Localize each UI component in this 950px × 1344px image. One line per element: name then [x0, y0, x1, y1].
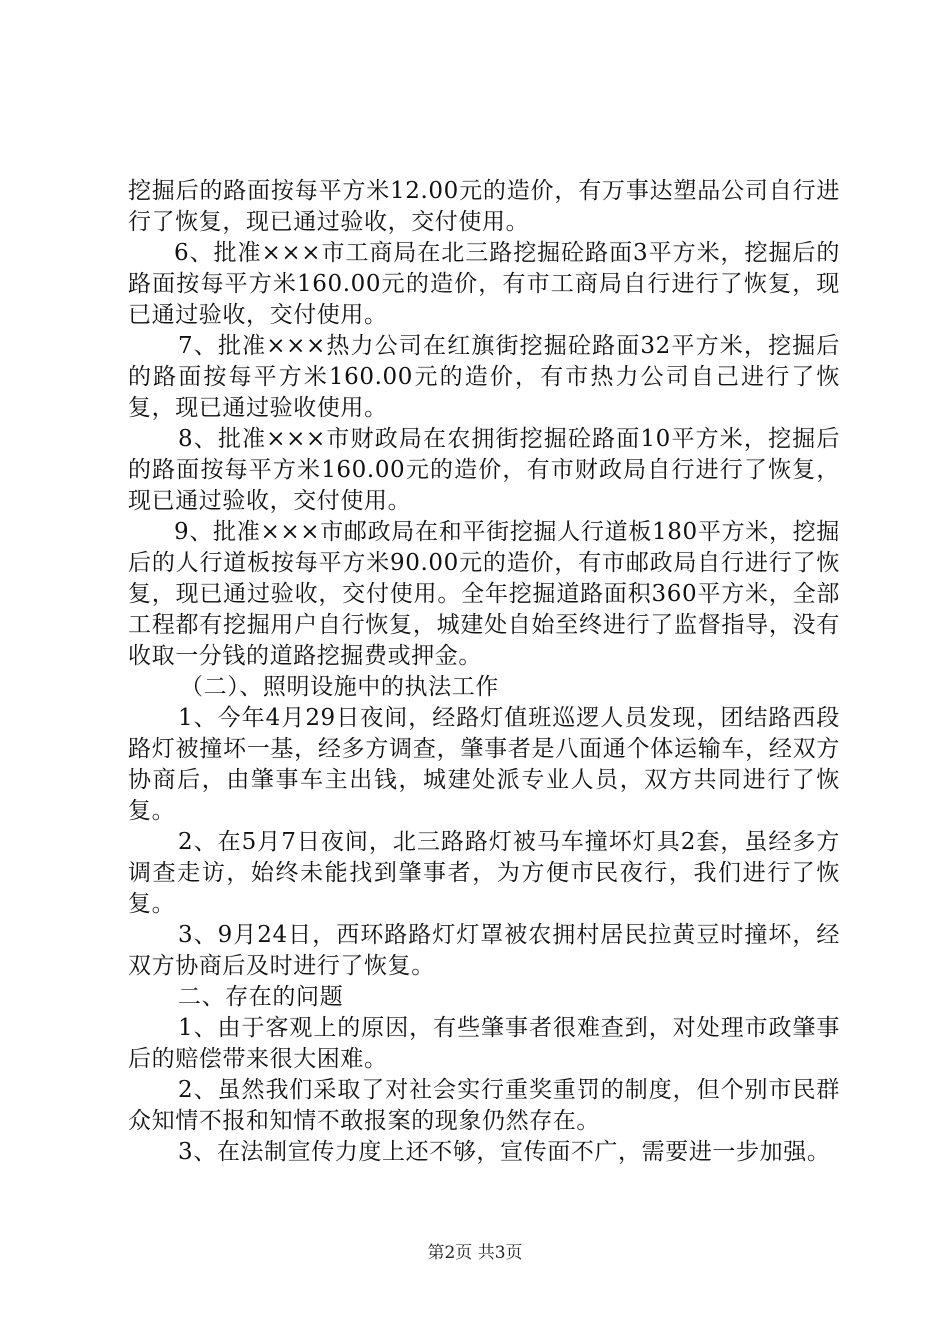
page-footer: 第2页 共3页	[427, 1243, 523, 1263]
paragraph-item-7: 7、批准×××热力公司在红旗街挖掘砼路面32平方米，挖掘后的路面按每平方米160.00元的造价，有市热力公司自己进行了恢复，现已通过验收使用。	[128, 333, 840, 421]
paragraph-lighting-3: 3、9月24日，西环路路灯灯罩被农拥村居民拉黄豆时撞坏，经双方协商后及时进行了恢复。	[128, 922, 840, 979]
section-heading-problems: 二、存在的问题	[178, 984, 344, 1010]
paragraph-item-9: 9、批准×××市邮政局在和平街挖掘人行道板180平方米，挖掘后的人行道板按每平方米90.00元的造价，有市邮政局自行进行了恢复，现已通过验收，交付使用。全年挖掘道路面积360平方米，全部工程都有挖掘用户自行恢复，城建处自始至终进行了监督指导，没有收取一分钱的道路挖掘费或押金。	[128, 519, 840, 669]
paragraph-problem-1: 1、由于客观上的原因，有些肇事者很难查到，对处理市政肇事后的赔偿带来很大困难。	[128, 1015, 840, 1072]
paragraph-problem-2: 2、虽然我们采取了对社会实行重奖重罚的制度，但个别市民群众知情不报和知情不敢报案的现象仍然存在。	[128, 1077, 840, 1134]
paragraph-lighting-1: 1、今年4月29日夜间，经路灯值班巡逻人员发现，团结路西段路灯被撞坏一基，经多方调查，肇事者是八面通个体运输车，经双方协商后，由肇事车主出钱，城建处派专业人员，双方共同进行了恢复。	[128, 705, 840, 824]
paragraph-lighting-2: 2、在5月7日夜间，北三路路灯被马车撞坏灯具2套，虽经多方调查走访，始终未能找到肇事者，为方便市民夜行，我们进行了恢复。	[128, 829, 840, 917]
section-heading-lighting: （二）、照明设施中的执法工作	[180, 674, 499, 700]
paragraph-continuation: 挖掘后的路面按每平方米12.00元的造价，有万事达塑品公司自行进行了恢复，现已通过验收，交付使用。	[128, 178, 840, 235]
paragraph-item-6: 6、批准×××市工商局在北三路挖掘砼路面3平方米，挖掘后的路面按每平方米160.00元的造价，有市工商局自行进行了恢复，现已通过验收，交付使用。	[128, 240, 840, 328]
document-body	[128, 176, 840, 1168]
paragraph-item-8: 8、批准×××市财政局在农拥街挖掘砼路面10平方米，挖掘后的路面按每平方米160.00元的造价，有市财政局自行进行了恢复，现已通过验收，交付使用。	[128, 426, 840, 514]
paragraph-problem-3: 3、在法制宣传力度上还不够，宣传面不广，需要进一步加强。	[178, 1139, 831, 1165]
